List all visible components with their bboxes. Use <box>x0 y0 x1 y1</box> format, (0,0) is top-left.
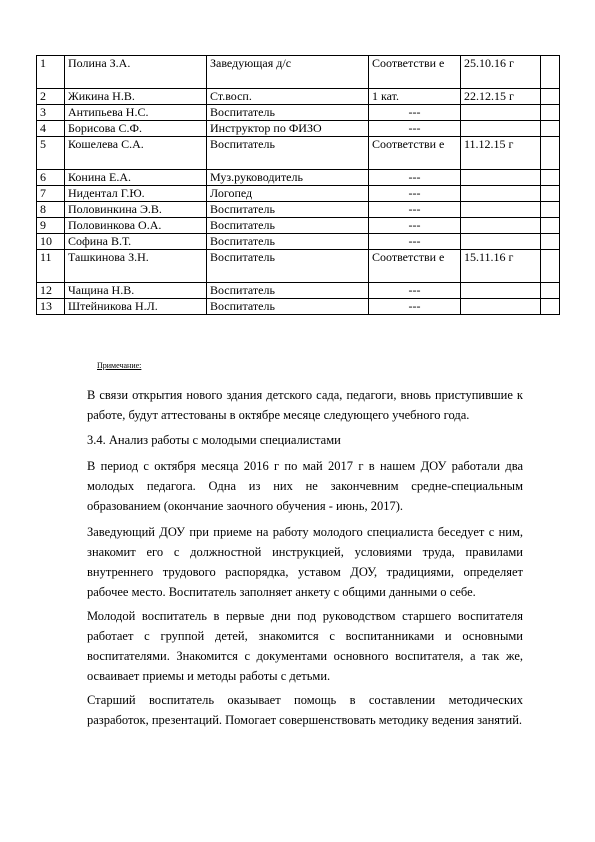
staff-category-cell: --- <box>369 234 461 250</box>
staff-name-cell: Антипьева Н.С. <box>65 105 207 121</box>
staff-position-cell: Инструктор по ФИЗО <box>207 121 369 137</box>
staff-table-body <box>37 56 560 315</box>
attestation-date-cell <box>461 218 541 234</box>
empty-cell <box>541 234 560 250</box>
staff-category-cell: Соответстви е <box>369 56 461 89</box>
table-row <box>37 56 560 89</box>
staff-category-cell: --- <box>369 283 461 299</box>
head-duties-paragraph: Заведующий ДОУ при приеме на работу молодого специалиста беседует с ним, знакомит его с должностной инструкцией, условиями труда, правилами внутреннего трудового распорядка, уставом ДОУ, традициями, определяет рабочее место. Воспитатель заполняет анкету с общими данными о себе. <box>87 525 523 599</box>
table-row <box>37 299 560 315</box>
young-teacher-paragraph: Молодой воспитатель в первые дни под руководством старшего воспитателя работает с группой детей, знакомится с воспитанниками и основными воспитателями. Знакомится с документами основного воспитателя, а так же, осваивает приемы и методы работы с детьми. <box>87 609 523 683</box>
staff-name-cell: Ташкинова З.Н. <box>65 250 207 283</box>
row-number-cell: 13 <box>37 299 65 315</box>
row-number-cell: 3 <box>37 105 65 121</box>
table-row <box>37 121 560 137</box>
table-row <box>37 170 560 186</box>
table-row <box>37 89 560 105</box>
empty-cell <box>541 202 560 218</box>
empty-cell <box>541 186 560 202</box>
row-number-cell: 7 <box>37 186 65 202</box>
attestation-date-cell <box>461 202 541 218</box>
row-number-cell: 1 <box>37 56 65 89</box>
empty-cell <box>541 56 560 89</box>
staff-position-cell: Воспитатель <box>207 234 369 250</box>
staff-name-cell: Борисова С.Ф. <box>65 121 207 137</box>
table-row <box>37 105 560 121</box>
empty-cell <box>541 121 560 137</box>
staff-category-cell: --- <box>369 186 461 202</box>
row-number-cell: 2 <box>37 89 65 105</box>
staff-position-cell: Ст.восп. <box>207 89 369 105</box>
staff-position-cell: Воспитатель <box>207 218 369 234</box>
staff-name-cell: Штейникова Н.Л. <box>65 299 207 315</box>
staff-name-cell: Полина З.А. <box>65 56 207 89</box>
table-row <box>37 234 560 250</box>
row-number-cell: 6 <box>37 170 65 186</box>
staff-category-cell: Соответстви е <box>369 137 461 170</box>
staff-position-cell: Воспитатель <box>207 283 369 299</box>
staff-category-cell: --- <box>369 202 461 218</box>
empty-cell <box>541 89 560 105</box>
section-heading: 3.4. Анализ работы с молодыми специалистами <box>87 433 341 447</box>
table-row <box>37 137 560 170</box>
staff-name-cell: Половинкова О.А. <box>65 218 207 234</box>
note-label: Примечание: <box>97 361 142 370</box>
staff-name-cell: Софина В.Т. <box>65 234 207 250</box>
young-specialists-paragraph: В период с октября месяца 2016 г по май 2017 г в нашем ДОУ работали два молодых педагога. Одна из них не закончевним средне-специальным образованием (окончание заочного обучения - июнь, 2017). <box>87 459 523 513</box>
staff-category-cell: --- <box>369 105 461 121</box>
attestation-note-paragraph: В связи открытия нового здания детского сада, педагоги, вновь приступившие к работе, будут аттестованы в октябре месяце следующего учебного года. <box>87 388 523 422</box>
empty-cell <box>541 250 560 283</box>
attestation-date-cell <box>461 105 541 121</box>
empty-cell <box>541 218 560 234</box>
staff-position-cell: Муз.руководитель <box>207 170 369 186</box>
empty-cell <box>541 105 560 121</box>
empty-cell <box>541 170 560 186</box>
staff-name-cell: Жикина Н.В. <box>65 89 207 105</box>
attestation-date-cell <box>461 170 541 186</box>
staff-name-cell: Половинкина Э.В. <box>65 202 207 218</box>
table-row <box>37 250 560 283</box>
empty-cell <box>541 137 560 170</box>
attestation-date-cell <box>461 299 541 315</box>
empty-cell <box>541 299 560 315</box>
attestation-date-cell <box>461 186 541 202</box>
staff-category-cell: --- <box>369 218 461 234</box>
attestation-date-cell: 11.12.15 г <box>461 137 541 170</box>
staff-attestation-table <box>36 55 560 315</box>
row-number-cell: 11 <box>37 250 65 283</box>
empty-cell <box>541 283 560 299</box>
attestation-date-cell <box>461 283 541 299</box>
table-row <box>37 202 560 218</box>
staff-position-cell: Логопед <box>207 186 369 202</box>
row-number-cell: 10 <box>37 234 65 250</box>
table-row <box>37 186 560 202</box>
staff-position-cell: Заведующая д/с <box>207 56 369 89</box>
staff-name-cell: Нидентал Г.Ю. <box>65 186 207 202</box>
table-row <box>37 218 560 234</box>
staff-position-cell: Воспитатель <box>207 137 369 170</box>
senior-teacher-paragraph: Старший воспитатель оказывает помощь в составлении методических разработок, презентаций. Помогает совершенствовать методику ведения занятий. <box>87 693 523 727</box>
staff-category-cell: 1 кат. <box>369 89 461 105</box>
staff-position-cell: Воспитатель <box>207 105 369 121</box>
staff-name-cell: Конина Е.А. <box>65 170 207 186</box>
attestation-date-cell: 25.10.16 г <box>461 56 541 89</box>
table-row <box>37 283 560 299</box>
staff-position-cell: Воспитатель <box>207 202 369 218</box>
staff-category-cell: --- <box>369 170 461 186</box>
staff-category-cell: --- <box>369 299 461 315</box>
staff-name-cell: Чащина Н.В. <box>65 283 207 299</box>
row-number-cell: 5 <box>37 137 65 170</box>
attestation-date-cell <box>461 121 541 137</box>
attestation-date-cell: 22.12.15 г <box>461 89 541 105</box>
staff-name-cell: Кошелева С.А. <box>65 137 207 170</box>
row-number-cell: 12 <box>37 283 65 299</box>
staff-category-cell: Соответстви е <box>369 250 461 283</box>
attestation-date-cell <box>461 234 541 250</box>
row-number-cell: 8 <box>37 202 65 218</box>
staff-position-cell: Воспитатель <box>207 299 369 315</box>
attestation-date-cell: 15.11.16 г <box>461 250 541 283</box>
staff-category-cell: --- <box>369 121 461 137</box>
row-number-cell: 4 <box>37 121 65 137</box>
staff-position-cell: Воспитатель <box>207 250 369 283</box>
row-number-cell: 9 <box>37 218 65 234</box>
